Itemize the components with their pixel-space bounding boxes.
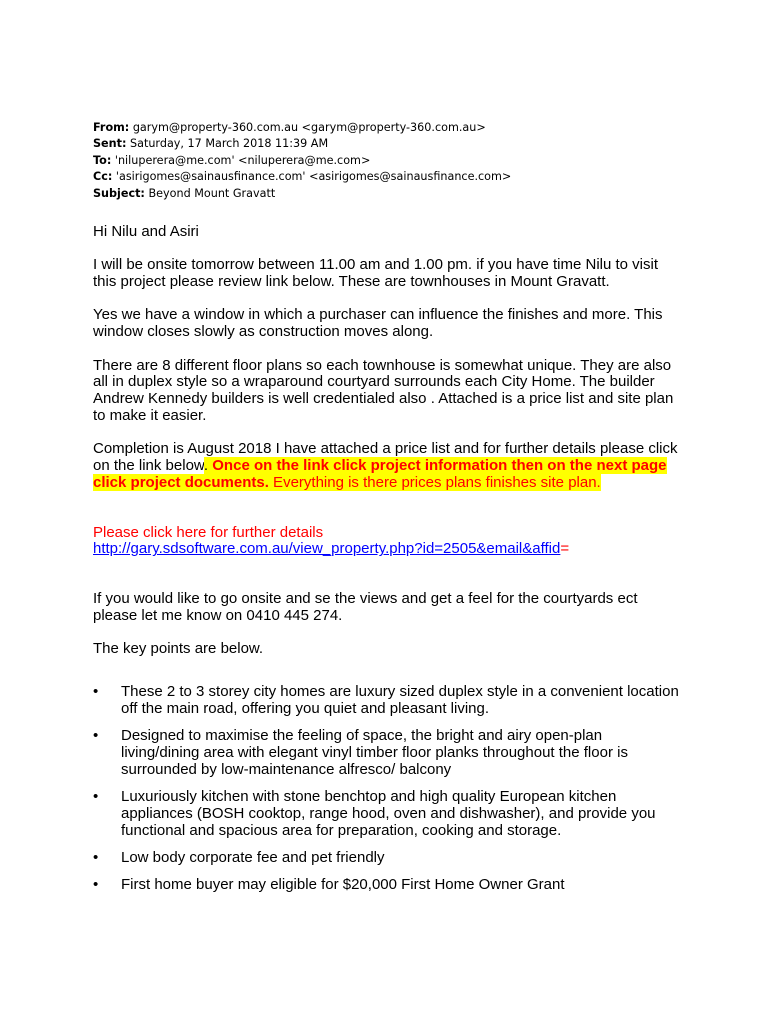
list-item bbox=[93, 850, 683, 867]
subject-value: Beyond Mount Gravatt bbox=[148, 186, 276, 200]
to-value: 'niluperera@me.com' <niluperera@me.com> bbox=[114, 153, 371, 167]
paragraph-onsite-contact: If you would like to go onsite and se the views and get a feel for the courtyards ect please let me know on 0410 445 274. bbox=[93, 590, 638, 624]
property-link[interactable]: http://gary.sdsoftware.com.au/view_property.php?id=2505&email&affid bbox=[93, 540, 561, 558]
cc-label: Cc: bbox=[93, 170, 113, 184]
project-instructions-rest: Everything is there prices plans finishes site plan. bbox=[268, 473, 601, 491]
subject-line bbox=[93, 186, 683, 202]
list-item-text: Designed to maximise the feeling of space, the bright and airy open-plan living/dining area with elegant vinyl timber floor planks throughout the floor is surrounded by low-maintenance alfresco/ balcony bbox=[121, 727, 628, 778]
list-item-text: First home buyer may eligible for $20,000 First Home Owner Grant bbox=[121, 876, 565, 894]
list-item-text: Low body corporate fee and pet friendly bbox=[121, 848, 385, 866]
bullet-icon: • bbox=[93, 683, 99, 701]
to-line bbox=[93, 153, 683, 169]
completion-text: Completion is August 2018 I have attached a price list and for further details please click on the link below bbox=[93, 440, 678, 474]
from-value: garym@property-360.com.au <garym@property-360.com.au> bbox=[132, 121, 486, 134]
list-item bbox=[93, 684, 683, 718]
paragraph-floor-plans: There are 8 different floor plans so each townhouse is somewhat unique. They are also all in duplex style so a wraparound courtyard surrounds each City Home. The builder Andrew Kennedy builders is well credentialed also . Attached is a price list and site plan to make it easier. bbox=[93, 356, 674, 424]
email-header bbox=[93, 120, 683, 202]
from-line bbox=[93, 120, 683, 136]
project-instructions: Once on the link click project information then on the next page click project documents. bbox=[93, 457, 667, 491]
cc-value: 'asirigomes@sainausfinance.com' <asirigomes@sainausfinance.com> bbox=[115, 170, 512, 184]
email-body bbox=[93, 224, 683, 894]
list-item bbox=[93, 728, 683, 778]
to-label: To: bbox=[93, 153, 112, 167]
bullet-icon: • bbox=[93, 788, 99, 806]
bullet-icon: • bbox=[93, 727, 99, 745]
sent-value: Saturday, 17 March 2018 11:39 AM bbox=[130, 137, 329, 151]
from-label: From: bbox=[93, 121, 130, 134]
greeting: Hi Nilu and Asiri bbox=[93, 223, 199, 241]
bullet-icon: • bbox=[93, 876, 99, 894]
subject-label: Subject: bbox=[93, 186, 145, 200]
sent-label: Sent: bbox=[93, 137, 127, 151]
link-line bbox=[93, 541, 683, 558]
cc-line bbox=[93, 169, 683, 185]
paragraph-window: Yes we have a window in which a purchaser can influence the finishes and more. This window closes slowly as construction moves along. bbox=[93, 306, 663, 341]
completion-dot: . bbox=[203, 457, 213, 474]
email-page bbox=[93, 120, 683, 905]
list-item bbox=[93, 877, 683, 894]
key-points-list bbox=[93, 684, 683, 894]
list-item-text: Luxuriously kitchen with stone benchtop and high quality European kitchen appliances (BOSH cooktop, range hood, oven and dishwasher), and provide you functional and spacious area for preparation, cooking and storage. bbox=[121, 788, 656, 839]
click-here-text: Please click here for further details bbox=[93, 523, 324, 541]
paragraph-completion bbox=[93, 441, 683, 491]
paragraph-key-points: The key points are below. bbox=[93, 640, 264, 658]
list-item-text: These 2 to 3 storey city homes are luxury sized duplex style in a convenient location off the main road, offering you quiet and pleasant living. bbox=[121, 683, 679, 717]
link-suffix: = bbox=[560, 540, 570, 558]
sent-line bbox=[93, 136, 683, 152]
list-item bbox=[93, 789, 683, 839]
paragraph-onsite: I will be onsite tomorrow between 11.00 am and 1.00 pm. if you have time Nilu to visit this project please review link below. These are townhouses in Mount Gravatt. bbox=[93, 256, 658, 291]
bullet-icon: • bbox=[93, 848, 99, 866]
